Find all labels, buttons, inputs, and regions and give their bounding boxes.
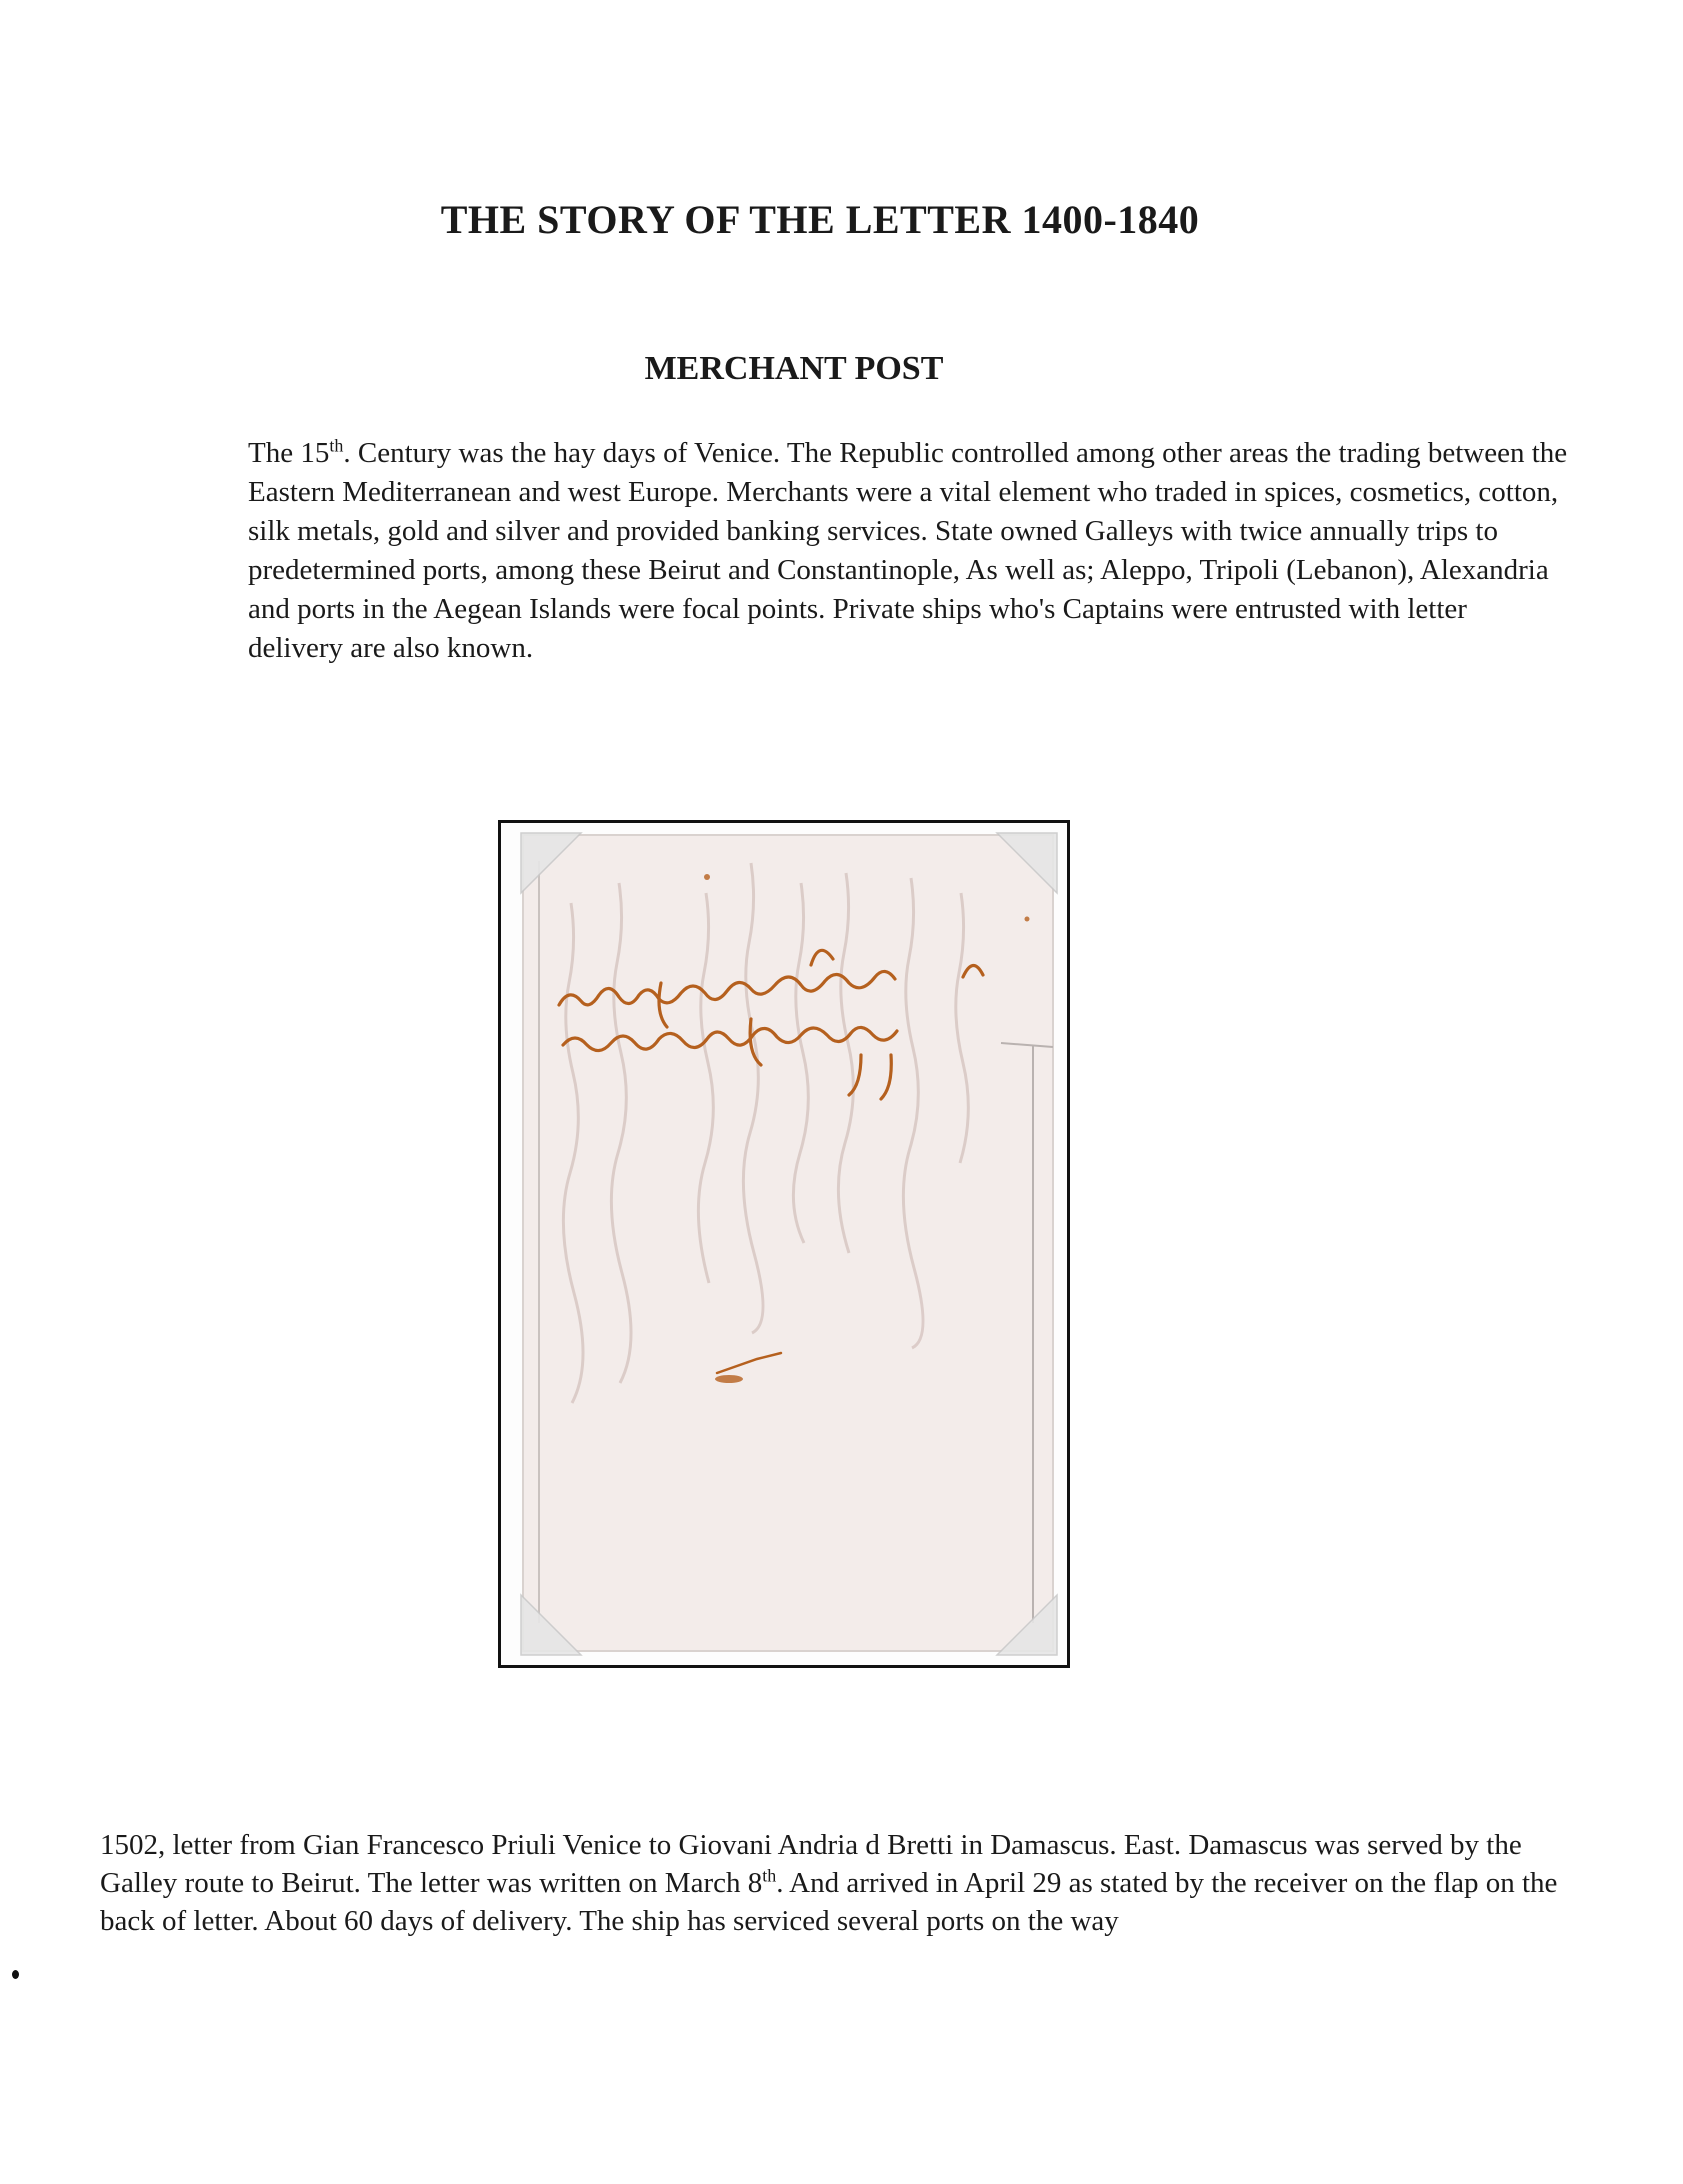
intro-ordinal-suffix: th: [329, 435, 344, 456]
page-title: THE STORY OF THE LETTER 1400-1840: [440, 197, 1200, 242]
caption-text-part1: 1502, letter from Gian Francesco Priuli Venice to Giovani Andria d Bretti in Damascus. East. Damascus was served by the Galley route to Beirut. The letter was written on March 8: [100, 1829, 1522, 1899]
letter-paper: [523, 835, 1053, 1651]
caption-text-part2: . And arrived in April 29 as stated by the receiver on the flap on the back of letter. About 60 days of delivery. The ship has serviced several ports on the way: [100, 1867, 1558, 1937]
section-heading: MERCHANT POST: [644, 350, 944, 387]
caption-ordinal-suffix: th: [762, 1865, 777, 1886]
intro-prefix: The 15: [248, 437, 330, 469]
intro-paragraph: [248, 434, 1568, 668]
exhibit-caption: [100, 1826, 1600, 1940]
stray-ink-dot: [12, 1970, 19, 1979]
letter-image: [501, 823, 1067, 1665]
intro-text: . Century was the hay days of Venice. The Republic controlled among other areas the trading between the Eastern Mediterranean and west Europe. Merchants were a vital element who traded in spices, cosmetics, cotton, silk metals, gold and silver and provided banking services. State owned Galleys with twice annually trips to predetermined ports, among these Beirut and Constantinople, As well as; Aleppo, Tripoli (Lebanon), Alexandria and ports in the Aegean Islands were focal points. Private ships who's Captains were entrusted with letter delivery are also known.: [248, 437, 1568, 664]
letter-exhibit-frame: [498, 820, 1070, 1668]
